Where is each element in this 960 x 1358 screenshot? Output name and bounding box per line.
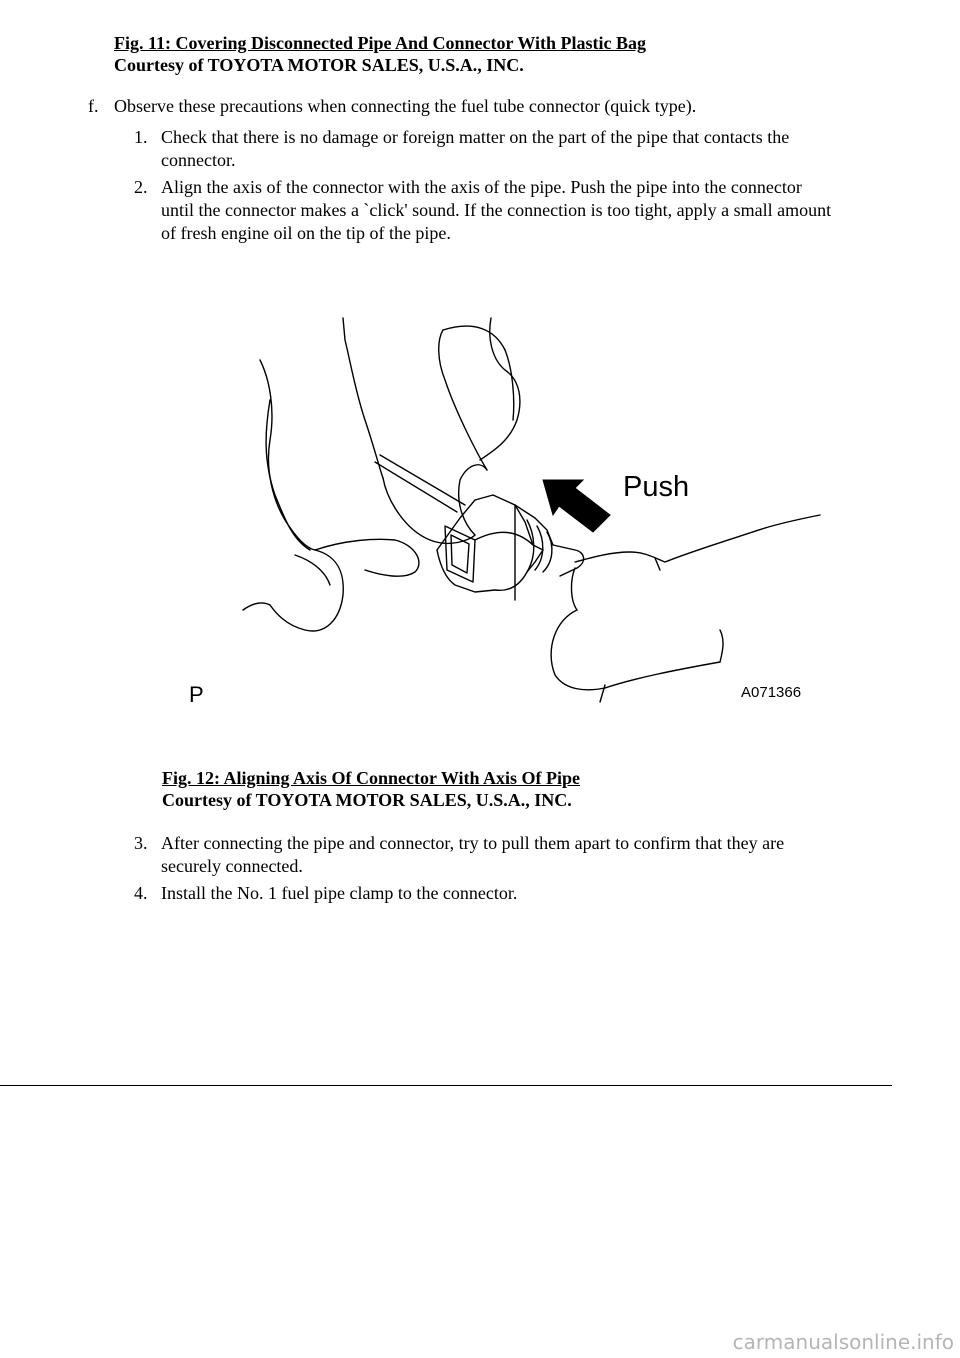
substep-1-line-2: connector. [161,150,236,170]
fuel-pipe-line [380,455,465,505]
hand-back-outline [480,318,520,460]
substep-3 [134,832,914,878]
substep-4-line-1: Install the No. 1 fuel pipe clamp to the connector. [161,883,518,903]
figure-corner-label: P [189,682,204,707]
fig12-title: Fig. 12: Aligning Axis Of Connector With Axis Of Pipe [162,768,581,788]
step-f-text: Observe these precautions when connecting the fuel tube connector (quick type). [114,96,697,116]
substep-2-line-1: Align the axis of the connector with the axis of the pipe. Push the pipe into the connector [161,177,802,197]
fig11-title: Fig. 11: Covering Disconnected Pipe And Connector With Plastic Bag [114,33,647,53]
figure-code: A071366 [741,684,802,701]
push-label: Push [623,471,690,503]
substep-2-marker: 2. [134,177,148,197]
right-hand-outline [575,528,765,562]
fig11-courtesy: Courtesy of TOYOTA MOTOR SALES, U.S.A., INC. [114,55,524,75]
substep-2-line-2: until the connector makes a `click' sound. If the connection is too tight, apply a small amount [161,200,832,220]
substep-2 [134,176,924,246]
push-arrow-icon [543,480,610,532]
substep-1 [134,126,914,172]
thumb-outline [260,360,315,550]
substep-1-line-1: Check that there is no damage or foreign matter on the part of the pipe that contacts the [161,127,790,147]
substep-4 [134,882,914,905]
fig12-caption-block [162,767,580,811]
upper-finger-outline [343,318,383,478]
footer-rule [0,1085,892,1086]
fingertip-outline [459,465,487,535]
fig11-caption-block [114,32,646,76]
step-f-marker: f. [88,96,99,116]
fig12-illustration [175,300,855,720]
substep-1-marker: 1. [134,127,148,147]
watermark: carmanualsonline.info [732,1330,954,1354]
substep-3-marker: 3. [134,833,148,853]
fig12-courtesy: Courtesy of TOYOTA MOTOR SALES, U.S.A., INC. [162,790,572,810]
step-f [88,95,908,118]
substep-4-marker: 4. [134,883,148,903]
connector-diagram [175,300,855,720]
connector-body [437,495,584,600]
substep-3-line-2: securely connected. [161,856,303,876]
substep-3-line-1: After connecting the pipe and connector, try to pull them apart to confirm that they are [161,833,785,853]
substep-2-line-3: of fresh engine oil on the tip of the pipe. [161,223,451,243]
